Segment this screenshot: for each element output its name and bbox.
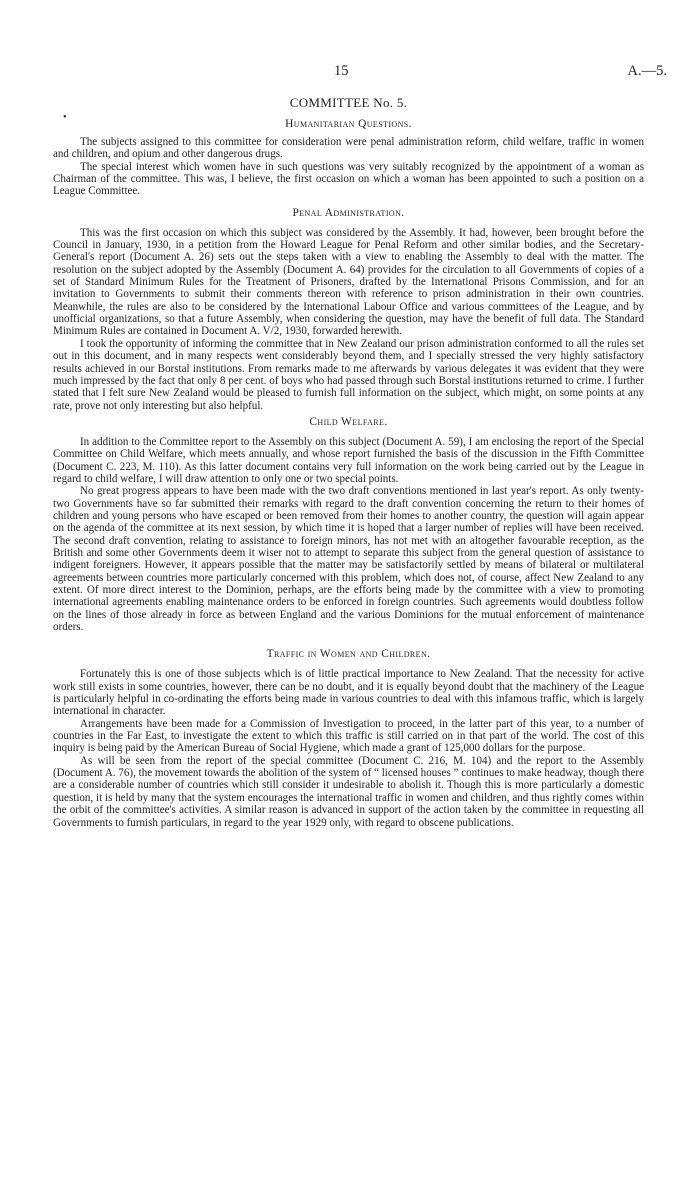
committee-subtitle: Humanitarian Questions. xyxy=(285,118,412,130)
intro-section xyxy=(53,136,644,198)
traffic-paragraph-2: Arrangements have been made for a Commission of Investigation to proceed, in the latter part of this year, to a number of countries in the Far East, to investigate the extent to which this traffic is still carried on in that part of the world. The cost of this inquiry is being paid by the American Bureau of Social Hygiene, which made a grant of 125,000 dollars for the purpose. xyxy=(53,717,644,755)
committee-title: COMMITTEE No. 5. xyxy=(289,95,408,110)
document-body xyxy=(53,94,644,829)
traffic-paragraph-1: Fortunately this is one of those subjects which is of little practical importance to New Zealand. That the necessity for active work still exists in some countries, however, there can be no doubt, and it is equally beyond doubt that the machinery of the League is particularly helpful in co-ordinating the efforts being made in various countries to deal with this infamous traffic, which is largely international in character. xyxy=(53,668,644,718)
section-heading-traffic: Traffic in Women and Children. xyxy=(266,648,431,661)
penal-paragraph-2: I took the opportunity of informing the committee that in New Zealand our prison administration conformed to all the rules set out in this document, and in many respects went considerably beyond them, and I specially stressed the very highly satisfactory results achieved in our Borstal institutions. From remarks made to me afterwards by various delegates it was evident that they were much impressed by the fact that only 8 per cent. of boys who had passed through such Borstal institutions returned to crime. I further stated that I felt sure New Zealand would be pleased to furnish full information on the subject, which might, on some points at any rate, prove not only interesting but also helpful. xyxy=(53,337,644,412)
child-welfare-paragraph-1: In addition to the Committee report to the Assembly on this subject (Document A. 59), I am enclosing the report of the Special Committee on Child Welfare, which meets annually, and whose report furnished the basis of the discussion in the Fifth Committee (Document C. 223, M. 110). As this latter document contains very full information on the work being carried out by the League in regard to child welfare, I will draw attention to only one or two special points. xyxy=(53,435,644,485)
penal-paragraph-1: This was the first occasion on which this subject was considered by the Assembly. It had, however, been brought before the Council in January, 1930, in a petition from the Howard League for Penal Reform and other similar bodies, and the Secretary-General's report (Document A. 26) sets out the steps taken with a view to enabling the Assembly to deal with the matter. The resolution on the subject adopted by the Assembly (Document A. 64) provides for the circulation to all Governments of copies of a set of Standard Minimum Rules for the Treatment of Prisoners, drafted by the International Prisons Commission, and for an invitation to Governments to submit their comments thereon with reference to prison administration in their own countries. Meanwhile, the rules are also to be considered by the International Labour Office and various committees of the League, and by unofficial organizations, so that a future Assembly, when considering the question, may have the benefit of full data. The Standard Minimum Rules are contained in Document A. V/2, 1930, forwarded herewith. xyxy=(53,226,644,338)
intro-paragraph-2: The special interest which women have in such questions was very suitably recognized by the appointment of a woman as Chairman of the committee. This was, I believe, the first occasion on which a woman has been appointed to such a position on a League Committee. xyxy=(53,160,644,198)
margin-mark: • xyxy=(63,112,67,123)
intro-paragraph-1: The subjects assigned to this committee for consideration were penal administration reform, child welfare, traffic in women and children, and opium and other dangerous drugs. xyxy=(53,136,644,161)
document-reference: A.—5. xyxy=(627,63,667,79)
child-welfare-paragraph-2: No great progress appears to have been made with the two draft conventions mentioned in last year's report. As only twenty-two Governments have so far submitted their remarks with regard to the draft convention concerning the return to their homes of children and young persons who have escaped or been removed from their homes to another country, the question will again appear on the agenda of the committee at its next session, by which time it is hoped that a larger number of replies will have been received. The second draft convention, relating to assistance to foreign minors, has not met with an altogether favourable reception, as the British and some other Governments deem it wiser not to attempt to separate this subject from the general question of assistance to indigent foreigners. However, it appears possible that the matter may be satisfactorily settled by means of bilateral or multilateral agreements between countries more particularly concerned with this problem, which does not, of course, affect New Zealand to any extent. Of more direct interest to the Dominion, perhaps, are the efforts being made by the committee with a view to promoting international agreements enabling maintenance orders to be enforced in foreign countries. Such agreements would doubtless follow on the lines of those already in force as between England and the various Dominions for the mutual enforcement of maintenance orders. xyxy=(53,485,644,634)
section-heading-penal-administration: Penal Administration. xyxy=(292,206,405,219)
traffic-paragraph-3: As will be seen from the report of the special committee (Document C. 216, M. 104) and the report to the Assembly (Document A. 76), the movement towards the abolition of the system of “ licensed houses ” continues to make headway, though there are a considerable number of countries which still consider it undesirable to abolish it. Though this is more particularly a domestic question, it is held by many that the system encourages the international traffic in women and children, and thus rightly comes within the orbit of the committee's activities. A similar reason is advanced in support of the action taken by the committee in requesting all Governments to furnish particulars, in regard to the year 1929 only, with regard to obscene publications. xyxy=(53,754,644,829)
page-number: 15 xyxy=(334,63,349,79)
section-heading-child-welfare: Child Welfare. xyxy=(309,415,388,428)
